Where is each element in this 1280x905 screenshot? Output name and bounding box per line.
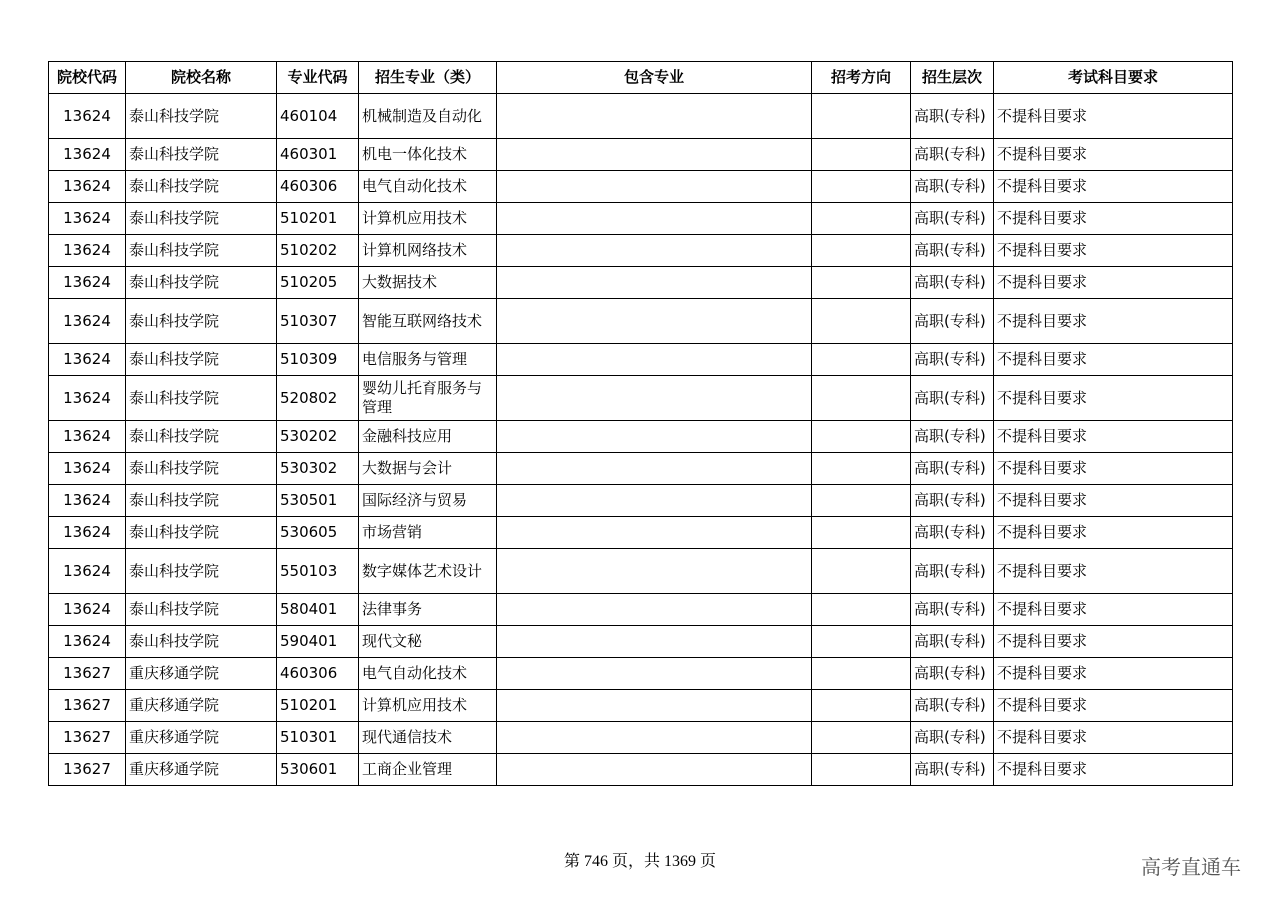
table-row [49,299,1233,344]
cell-level: 高职(专科) [911,485,994,517]
cell-major-code: 510309 [277,344,359,376]
cell-major-code: 530605 [277,517,359,549]
cell-major: 计算机应用技术 [359,690,497,722]
cell-level: 高职(专科) [911,376,994,421]
cell-direction [812,139,911,171]
cell-school-name: 泰山科技学院 [126,299,277,344]
cell-included-majors [497,139,812,171]
cell-included-majors [497,376,812,421]
cell-included-majors [497,421,812,453]
cell-school-name: 泰山科技学院 [126,517,277,549]
cell-major: 大数据与会计 [359,453,497,485]
cell-subject-requirement: 不提科目要求 [994,658,1233,690]
cell-school-name: 重庆移通学院 [126,690,277,722]
cell-major: 电气自动化技术 [359,171,497,203]
cell-direction [812,235,911,267]
cell-school-name: 泰山科技学院 [126,626,277,658]
cell-school-code: 13627 [49,658,126,690]
admission-table [48,61,1233,786]
cell-school-name: 泰山科技学院 [126,171,277,203]
cell-school-code: 13624 [49,267,126,299]
cell-subject-requirement: 不提科目要求 [994,94,1233,139]
cell-included-majors [497,626,812,658]
cell-major-code: 590401 [277,626,359,658]
cell-level: 高职(专科) [911,754,994,786]
cell-subject-requirement: 不提科目要求 [994,344,1233,376]
cell-school-name: 重庆移通学院 [126,754,277,786]
table-row [49,658,1233,690]
cell-direction [812,549,911,594]
cell-included-majors [497,594,812,626]
table-row [49,235,1233,267]
header-included-majors: 包含专业 [497,62,812,94]
cell-subject-requirement: 不提科目要求 [994,626,1233,658]
cell-level: 高职(专科) [911,344,994,376]
cell-school-code: 13627 [49,754,126,786]
cell-school-code: 13624 [49,626,126,658]
cell-major-code: 510205 [277,267,359,299]
cell-direction [812,594,911,626]
cell-subject-requirement: 不提科目要求 [994,376,1233,421]
cell-included-majors [497,453,812,485]
table-row [49,594,1233,626]
cell-direction [812,626,911,658]
cell-major: 计算机网络技术 [359,235,497,267]
table-row [49,549,1233,594]
table-row [49,626,1233,658]
cell-major-code: 460306 [277,658,359,690]
cell-major: 智能互联网络技术 [359,299,497,344]
table-row [49,754,1233,786]
cell-major: 婴幼儿托育服务与管理 [359,376,497,421]
cell-school-code: 13624 [49,594,126,626]
cell-included-majors [497,344,812,376]
watermark-logo-text: 高考直通车 [1141,855,1241,879]
cell-school-name: 泰山科技学院 [126,594,277,626]
cell-included-majors [497,485,812,517]
cell-school-code: 13624 [49,235,126,267]
cell-major: 国际经济与贸易 [359,485,497,517]
cell-included-majors [497,235,812,267]
cell-direction [812,722,911,754]
cell-major-code: 460301 [277,139,359,171]
cell-direction [812,658,911,690]
cell-included-majors [497,267,812,299]
cell-level: 高职(专科) [911,235,994,267]
cell-school-name: 泰山科技学院 [126,139,277,171]
cell-direction [812,203,911,235]
cell-major: 计算机应用技术 [359,203,497,235]
cell-level: 高职(专科) [911,139,994,171]
cell-included-majors [497,171,812,203]
cell-level: 高职(专科) [911,594,994,626]
cell-major-code: 510307 [277,299,359,344]
header-major: 招生专业（类） [359,62,497,94]
cell-direction [812,421,911,453]
cell-subject-requirement: 不提科目要求 [994,267,1233,299]
cell-included-majors [497,549,812,594]
cell-level: 高职(专科) [911,626,994,658]
table-row [49,453,1233,485]
cell-school-code: 13624 [49,203,126,235]
cell-subject-requirement: 不提科目要求 [994,722,1233,754]
cell-subject-requirement: 不提科目要求 [994,690,1233,722]
cell-school-name: 泰山科技学院 [126,453,277,485]
cell-direction [812,517,911,549]
cell-subject-requirement: 不提科目要求 [994,517,1233,549]
cell-major-code: 530302 [277,453,359,485]
table-row [49,203,1233,235]
cell-subject-requirement: 不提科目要求 [994,485,1233,517]
cell-direction [812,299,911,344]
cell-school-code: 13624 [49,485,126,517]
cell-major-code: 510201 [277,690,359,722]
cell-school-name: 泰山科技学院 [126,344,277,376]
cell-direction [812,376,911,421]
page-number: 第 746 页，共 1369 页 [563,853,716,870]
cell-level: 高职(专科) [911,722,994,754]
table-row [49,344,1233,376]
cell-school-code: 13624 [49,517,126,549]
cell-major-code: 550103 [277,549,359,594]
cell-level: 高职(专科) [911,549,994,594]
cell-level: 高职(专科) [911,171,994,203]
cell-major-code: 510201 [277,203,359,235]
cell-school-name: 泰山科技学院 [126,376,277,421]
cell-major: 数字媒体艺术设计 [359,549,497,594]
cell-level: 高职(专科) [911,658,994,690]
table-row [49,421,1233,453]
cell-direction [812,94,911,139]
cell-direction [812,485,911,517]
cell-subject-requirement: 不提科目要求 [994,235,1233,267]
cell-school-name: 泰山科技学院 [126,421,277,453]
header-subject-requirement: 考试科目要求 [994,62,1233,94]
cell-included-majors [497,658,812,690]
table-row [49,139,1233,171]
cell-subject-requirement: 不提科目要求 [994,299,1233,344]
cell-major: 市场营销 [359,517,497,549]
cell-school-code: 13627 [49,690,126,722]
cell-major: 机械制造及自动化 [359,94,497,139]
cell-school-code: 13624 [49,171,126,203]
table-row [49,94,1233,139]
cell-school-code: 13624 [49,549,126,594]
cell-school-code: 13624 [49,139,126,171]
cell-direction [812,267,911,299]
cell-subject-requirement: 不提科目要求 [994,421,1233,453]
cell-subject-requirement: 不提科目要求 [994,754,1233,786]
cell-major: 机电一体化技术 [359,139,497,171]
cell-major: 法律事务 [359,594,497,626]
cell-school-name: 泰山科技学院 [126,485,277,517]
cell-major: 工商企业管理 [359,754,497,786]
cell-included-majors [497,690,812,722]
cell-major-code: 510301 [277,722,359,754]
cell-included-majors [497,203,812,235]
cell-major-code: 520802 [277,376,359,421]
cell-major-code: 460306 [277,171,359,203]
cell-direction [812,453,911,485]
cell-school-name: 泰山科技学院 [126,203,277,235]
cell-major: 金融科技应用 [359,421,497,453]
cell-school-code: 13624 [49,344,126,376]
cell-direction [812,171,911,203]
cell-major: 大数据技术 [359,267,497,299]
cell-major: 现代通信技术 [359,722,497,754]
cell-school-code: 13624 [49,376,126,421]
cell-included-majors [497,94,812,139]
cell-major-code: 460104 [277,94,359,139]
table-row [49,376,1233,421]
header-school-name: 院校名称 [126,62,277,94]
cell-included-majors [497,517,812,549]
cell-level: 高职(专科) [911,453,994,485]
table-row [49,171,1233,203]
table-row [49,722,1233,754]
table-row [49,485,1233,517]
cell-major-code: 530501 [277,485,359,517]
cell-level: 高职(专科) [911,267,994,299]
cell-subject-requirement: 不提科目要求 [994,139,1233,171]
cell-school-code: 13624 [49,299,126,344]
header-level: 招生层次 [911,62,994,94]
cell-level: 高职(专科) [911,690,994,722]
cell-school-name: 泰山科技学院 [126,94,277,139]
cell-school-name: 重庆移通学院 [126,658,277,690]
cell-subject-requirement: 不提科目要求 [994,453,1233,485]
cell-school-code: 13624 [49,94,126,139]
cell-school-name: 泰山科技学院 [126,267,277,299]
table-row [49,690,1233,722]
cell-included-majors [497,299,812,344]
header-direction: 招考方向 [812,62,911,94]
cell-school-code: 13627 [49,722,126,754]
cell-direction [812,690,911,722]
cell-subject-requirement: 不提科目要求 [994,171,1233,203]
header-major-code: 专业代码 [277,62,359,94]
cell-subject-requirement: 不提科目要求 [994,549,1233,594]
cell-level: 高职(专科) [911,94,994,139]
cell-direction [812,344,911,376]
cell-level: 高职(专科) [911,517,994,549]
cell-subject-requirement: 不提科目要求 [994,594,1233,626]
cell-level: 高职(专科) [911,299,994,344]
cell-major-code: 530601 [277,754,359,786]
cell-school-name: 泰山科技学院 [126,235,277,267]
table-row [49,267,1233,299]
header-row [49,62,1233,94]
cell-major-code: 510202 [277,235,359,267]
cell-direction [812,754,911,786]
cell-major: 现代文秘 [359,626,497,658]
cell-major-code: 580401 [277,594,359,626]
cell-major: 电气自动化技术 [359,658,497,690]
cell-included-majors [497,722,812,754]
cell-included-majors [497,754,812,786]
cell-school-name: 泰山科技学院 [126,549,277,594]
cell-subject-requirement: 不提科目要求 [994,203,1233,235]
cell-school-name: 重庆移通学院 [126,722,277,754]
cell-level: 高职(专科) [911,421,994,453]
header-school-code: 院校代码 [49,62,126,94]
table-row [49,517,1233,549]
cell-major: 电信服务与管理 [359,344,497,376]
cell-school-code: 13624 [49,453,126,485]
cell-major-code: 530202 [277,421,359,453]
cell-school-code: 13624 [49,421,126,453]
cell-level: 高职(专科) [911,203,994,235]
